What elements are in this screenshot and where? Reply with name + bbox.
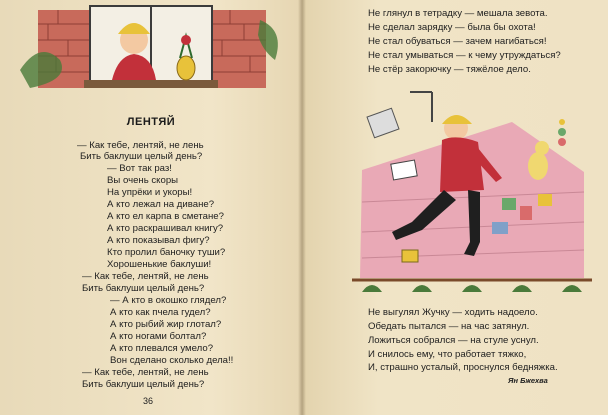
poem-line: — Вот так раз! — [107, 163, 172, 174]
poem-line: Вы очень скоры — [107, 175, 179, 186]
poem-line: А кто лежал на диване? — [107, 199, 215, 210]
window-illustration — [0, 0, 302, 100]
poem-line: А кто ногами болтал? — [110, 331, 207, 342]
verse-line: И, страшно усталый, проснулся бедняжка. — [368, 362, 558, 373]
verse-line: Не глянул в тетрадку — мешала зевота. — [368, 8, 548, 19]
poem-line: А кто как пчела гудел? — [110, 307, 211, 318]
author-signature: Ян Бжехва — [508, 376, 548, 385]
poem-line: А кто рыбий жир глотал? — [110, 319, 222, 330]
page-number: 36 — [143, 396, 154, 406]
verse-line: Обедать пытался — на час затянул. — [368, 321, 530, 332]
verse-line: Не выгулял Жучку — ходить надоело. — [368, 307, 538, 318]
poem-line: — А кто в окошко глядел? — [110, 295, 227, 306]
verse-line: Ложиться собрался — на стуле уснул. — [368, 335, 539, 346]
poem-title: ЛЕНТЯЙ — [126, 116, 176, 128]
verse-line: Не стёр закорючку — тяжёлое дело. — [368, 64, 531, 75]
poem-line: Вон сделано сколько дела!! — [110, 355, 234, 366]
poem-line: На упрёки и укоры! — [107, 187, 193, 198]
poem-line: — Как тебе, лентяй, не лень — [82, 271, 209, 282]
poem-line: А кто показывал фигу? — [107, 235, 210, 246]
poem-line: А кто раскрашивал книгу? — [107, 223, 224, 234]
poem-line: Бить баклуши целый день? — [82, 283, 205, 294]
poem-line: Бить баклуши целый день? — [80, 151, 203, 162]
poem-line: Хорошенькие баклуши! — [107, 259, 212, 270]
verse-line: Не стал обуваться — зачем нагибаться! — [368, 36, 547, 47]
verse-line: Не стал умываться — к чему утруждаться? — [368, 50, 561, 61]
poem-line: Бить баклуши целый день? — [82, 379, 205, 390]
verse-line: И снилось ему, что работает тяжко, — [368, 349, 527, 360]
poem-line: А кто плевался умело? — [110, 343, 214, 354]
book-gutter — [298, 0, 306, 415]
poem-line: Кто пролил баночку туши? — [107, 247, 226, 258]
verse-line: Не сделал зарядку — была бы охота! — [368, 22, 536, 33]
poem-line: — Как тебе, лентяй, не лень — [77, 140, 204, 151]
poem-line: А кто ел карпа в сметане? — [107, 211, 224, 222]
poem-line: — Как тебе, лентяй, не лень — [82, 367, 209, 378]
lazy-boy-illustration — [352, 82, 592, 302]
